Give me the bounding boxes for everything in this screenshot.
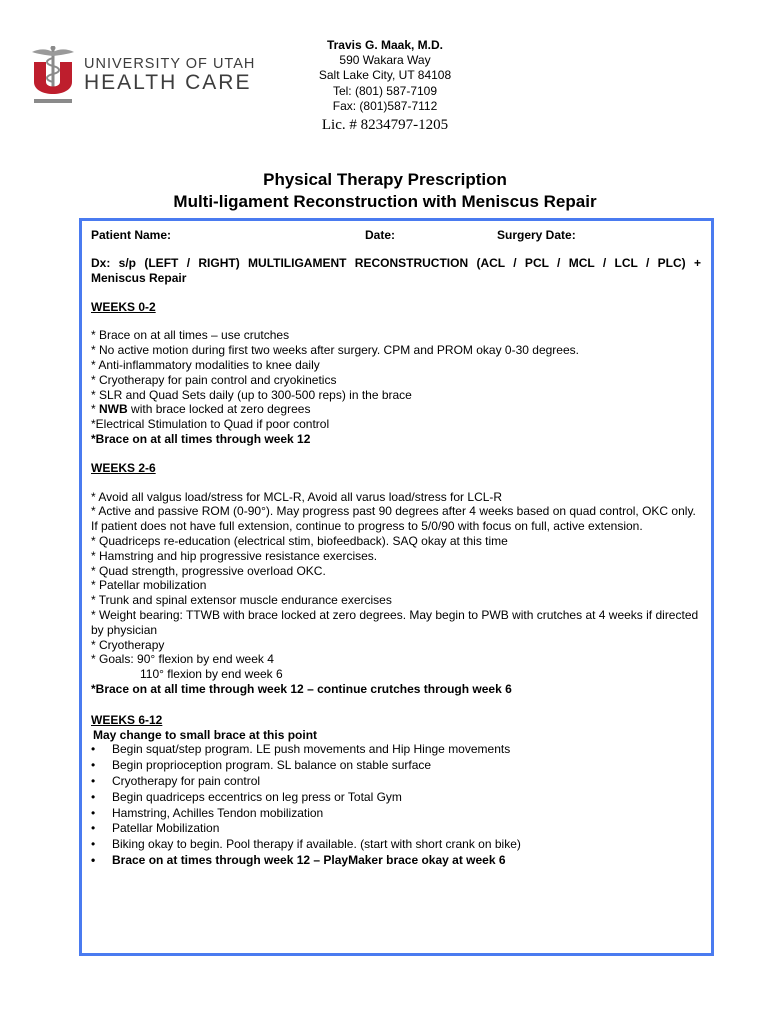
list-item-text: Hamstring, Achilles Tendon mobilization	[112, 805, 324, 820]
bullet-icon: •	[91, 758, 96, 773]
weeks-2-6-list	[91, 490, 701, 697]
list-item-text: Begin quadriceps eccentrics on leg press or Total Gym	[112, 789, 402, 804]
list-item: * Cryotherapy	[91, 637, 165, 652]
list-item-brace: *Brace on at all times through week 12	[91, 431, 311, 446]
weeks-2-6-heading: WEEKS 2-6	[91, 460, 156, 475]
list-item-text: Begin squat/step program. LE push movements and Hip Hinge movements	[112, 742, 511, 757]
list-item	[91, 742, 701, 758]
list-item-goal-1: * Goals: 90° flexion by end week 4	[91, 652, 274, 667]
list-item-text: Begin proprioception program. SL balance on stable surface	[112, 758, 432, 773]
nwb-bold: NWB	[99, 402, 128, 417]
doctor-license: Lic. # 8234797-1205	[321, 117, 449, 134]
list-item-goal-2: 110° flexion by end week 6	[140, 667, 283, 682]
bullet-icon: •	[91, 773, 96, 788]
list-item-brace	[91, 853, 701, 869]
list-item: * Brace on at all times – use crutches	[91, 328, 290, 343]
document-title: Physical Therapy Prescription	[263, 170, 507, 189]
list-item	[91, 837, 701, 853]
list-item: * Weight bearing: TTWB with brace locked at zero degrees. May begin to PWB with crutches at 4 weeks if directed by physician	[91, 607, 699, 637]
logo-healthcare-text: HEALTH CARE	[84, 71, 252, 94]
weeks-6-12-heading: WEEKS 6-12	[91, 712, 163, 727]
list-item: * Quadriceps re-education (electrical stim, biofeedback). SAQ okay at this time	[91, 533, 508, 548]
list-item: * Quad strength, progressive overload OKC.	[91, 563, 326, 578]
bullet-icon: •	[91, 821, 96, 836]
list-item: * Patellar mobilization	[91, 578, 207, 593]
list-item	[91, 806, 701, 822]
bullet-icon: •	[91, 837, 96, 852]
list-item: * Hamstring and hip progressive resistance exercises.	[91, 548, 378, 563]
list-item: * Avoid all valgus load/stress for MCL-R, Avoid all varus load/stress for LCL-R	[91, 489, 503, 504]
list-item: * Active and passive ROM (0-90°). May progress past 90 degrees after 4 weeks based on quad control, OKC only. If patient does not have full extension, continue to progress to 5/0/90 with focus on full, active extension.	[91, 504, 696, 534]
weeks-6-12-subheading: May change to small brace at this point	[93, 727, 318, 742]
diagnosis-line-1: Dx: s/p (LEFT / RIGHT) MULTILIGAMENT RECONSTRUCTION (ACL / PCL / MCL / LCL / PLC) +	[91, 256, 701, 270]
list-item: *Electrical Stimulation to Quad if poor control	[91, 417, 330, 432]
doctor-address-street: 590 Wakara Way	[339, 53, 431, 68]
list-item: * No active motion during first two weeks after surgery. CPM and PROM okay 0-30 degrees.	[91, 343, 579, 358]
list-item-text: Brace on at times through week 12 – PlayMaker brace okay at week 6	[112, 852, 506, 867]
bullet-icon: •	[91, 852, 96, 867]
list-item-text: Biking okay to begin. Pool therapy if available. (start with short crank on bike)	[112, 837, 521, 852]
list-item	[91, 821, 701, 837]
list-item	[91, 790, 701, 806]
university-logo	[30, 46, 256, 104]
list-item: * Trunk and spinal extensor muscle endurance exercises	[91, 593, 392, 608]
weeks-0-2-list	[91, 328, 701, 446]
logo-university-text: UNIVERSITY OF UTAH	[84, 56, 256, 72]
list-item	[91, 758, 701, 774]
weeks-6-12-list	[91, 742, 701, 868]
doctor-fax: Fax: (801)587-7112	[332, 98, 438, 113]
bullet-icon: •	[91, 789, 96, 804]
list-item-text: Cryotherapy for pain control	[112, 773, 261, 788]
list-item: * Cryotherapy for pain control and cryokinetics	[91, 372, 337, 387]
list-item-nwb	[91, 402, 701, 417]
list-item: * Anti-inflammatory modalities to knee daily	[91, 357, 320, 372]
date-label: Date:	[365, 228, 396, 242]
list-item: * SLR and Quad Sets daily (up to 300-500 reps) in the brace	[91, 387, 412, 402]
list-item-text: Patellar Mobilization	[112, 821, 220, 836]
caduceus-u-logo-icon	[30, 46, 76, 104]
list-item-brace: *Brace on at all time through week 12 – continue crutches through week 6	[91, 681, 512, 696]
patient-info-row	[91, 228, 701, 244]
doctor-name: Travis G. Maak, M.D.	[326, 38, 444, 52]
patient-name-label: Patient Name:	[91, 228, 172, 242]
list-item	[91, 774, 701, 790]
bullet-icon: •	[91, 742, 96, 757]
document-subtitle: Multi-ligament Reconstruction with Meniscus Repair	[173, 192, 597, 211]
doctor-phone: Tel: (801) 587-7109	[332, 83, 438, 98]
nwb-prefix: *	[91, 402, 100, 417]
doctor-address-city: Salt Lake City, UT 84108	[318, 68, 452, 83]
diagnosis	[91, 256, 701, 286]
doctor-info	[300, 38, 470, 135]
weeks-0-2-heading: WEEKS 0-2	[91, 299, 156, 314]
surgery-date-label: Surgery Date:	[497, 228, 576, 242]
prescription-content	[91, 228, 701, 869]
bullet-icon: •	[91, 805, 96, 820]
nwb-rest: with brace locked at zero degrees	[127, 402, 311, 417]
diagnosis-line-2: Meniscus Repair	[91, 270, 187, 285]
